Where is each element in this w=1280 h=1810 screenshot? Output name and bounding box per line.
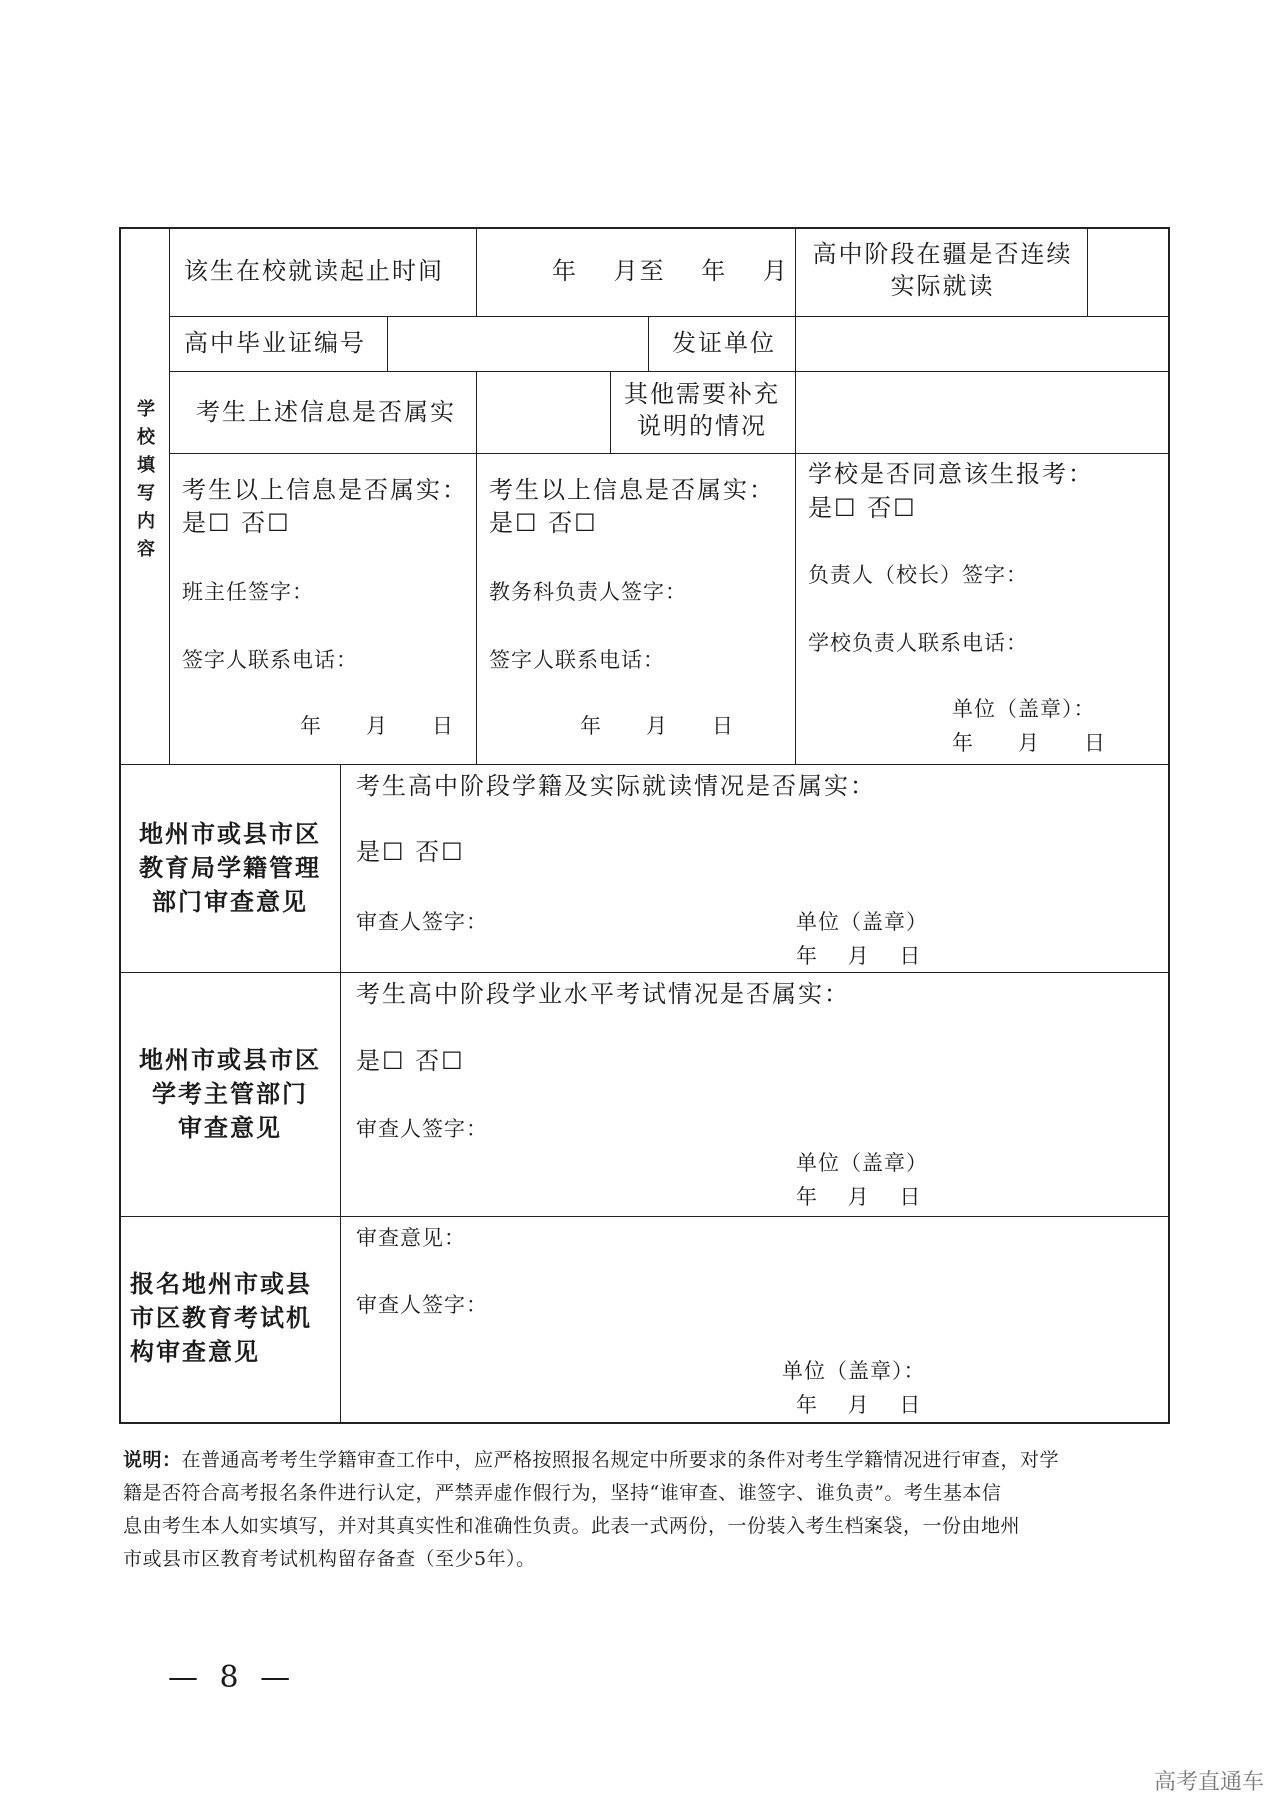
academic-yes-no[interactable]: 是☐ 否☐ bbox=[489, 509, 598, 537]
issuer-label: 发证单位 bbox=[672, 329, 776, 357]
other-notes-field[interactable] bbox=[798, 374, 1166, 451]
section4-opinion: 审查意见： bbox=[356, 1226, 466, 1250]
side-label-school: 学 校 填 写 内 容 bbox=[137, 399, 155, 560]
col-divider bbox=[610, 371, 611, 453]
page-number: — 8 — bbox=[168, 1660, 297, 1695]
section2-yes-no[interactable]: 是☐ 否☐ bbox=[356, 838, 465, 866]
homeroom-yes-no[interactable]: 是☐ 否☐ bbox=[182, 509, 291, 537]
principal-phone: 学校负责人联系电话： bbox=[808, 631, 1028, 655]
col-divider bbox=[795, 227, 796, 764]
section2-label: 地州市或县市区 教育局学籍管理 部门审查意见 bbox=[139, 819, 321, 916]
academic-date: 年 月 日 bbox=[580, 714, 734, 738]
school-seal: 单位（盖章）： bbox=[952, 697, 1096, 721]
section-divider bbox=[119, 764, 1170, 765]
note-prefix: 说明： bbox=[123, 1449, 182, 1471]
col-divider bbox=[169, 227, 170, 764]
study-period-dates: 年 月至 年 月 bbox=[552, 257, 789, 285]
section4-label: 报名地州市或县 市区教育考试机 构审查意见 bbox=[130, 1269, 312, 1366]
principal-signature: 负责人（校长）签字： bbox=[808, 563, 1028, 587]
section3-seal: 单位（盖章） bbox=[796, 1151, 928, 1175]
explanatory-note bbox=[123, 1444, 1171, 1576]
section2-seal: 单位（盖章） bbox=[796, 910, 928, 934]
col-divider bbox=[387, 316, 388, 371]
diploma-number-field[interactable] bbox=[390, 319, 645, 369]
section3-question: 考生高中阶段学业水平考试情况是否属实： bbox=[356, 980, 850, 1008]
academic-question: 考生以上信息是否属实： bbox=[489, 476, 775, 504]
section4-opinion-field[interactable] bbox=[480, 1222, 1160, 1256]
diploma-number-label: 高中毕业证编号 bbox=[184, 329, 366, 357]
section4-signature: 审查人签字： bbox=[356, 1293, 488, 1317]
watermark: 高考直通车 bbox=[1153, 1770, 1264, 1795]
col-divider bbox=[476, 371, 477, 764]
info-true-label: 考生上述信息是否属实 bbox=[196, 398, 456, 426]
continuous-study-field[interactable] bbox=[1090, 230, 1166, 314]
school-consent-yes-no[interactable]: 是☐ 否☐ bbox=[808, 494, 917, 522]
academic-signature: 教务科负责人签字： bbox=[489, 580, 687, 604]
section2-signature: 审查人签字： bbox=[356, 910, 488, 934]
note-line: 息由考生本人如实填写，并对其真实性和准确性负责。此表一式两份，一份装入考生档案袋，一份由地州 bbox=[123, 1515, 1021, 1537]
section3-yes-no[interactable]: 是☐ 否☐ bbox=[356, 1047, 465, 1075]
col-divider bbox=[1087, 227, 1088, 316]
school-consent-question: 学校是否同意该生报考： bbox=[808, 460, 1094, 488]
col-divider bbox=[648, 316, 649, 371]
row-divider bbox=[169, 371, 1169, 372]
homeroom-question: 考生以上信息是否属实： bbox=[182, 476, 468, 504]
section3-date: 年 月 日 bbox=[796, 1185, 922, 1209]
homeroom-phone: 签字人联系电话： bbox=[182, 648, 358, 672]
row-divider bbox=[169, 316, 1169, 317]
note-line: 籍是否符合高考报名条件进行认定，严禁弄虚作假行为，坚持“谁审查、谁签字、谁负责”。考生基本信 bbox=[123, 1482, 1002, 1504]
section2-question: 考生高中阶段学籍及实际就读情况是否属实： bbox=[356, 772, 876, 800]
academic-phone: 签字人联系电话： bbox=[489, 648, 665, 672]
other-notes-label: 其他需要补充 说明的情况 bbox=[624, 380, 780, 440]
section4-seal: 单位（盖章）： bbox=[782, 1359, 926, 1383]
school-date: 年 月 日 bbox=[952, 731, 1106, 755]
homeroom-date: 年 月 日 bbox=[300, 714, 454, 738]
section-divider bbox=[119, 972, 1170, 973]
section3-label: 地州市或县市区 学考主管部门 审查意见 bbox=[139, 1045, 321, 1142]
study-period-label: 该生在校就读起止时间 bbox=[184, 257, 444, 285]
row-divider bbox=[169, 453, 1169, 454]
col-divider bbox=[340, 764, 341, 1424]
section-divider bbox=[119, 1216, 1170, 1217]
section4-date: 年 月 日 bbox=[796, 1393, 922, 1417]
section2-date: 年 月 日 bbox=[796, 944, 922, 968]
info-true-field[interactable] bbox=[479, 374, 607, 451]
note-line: 市或县市区教育考试机构留存备查（至少5年）。 bbox=[123, 1548, 536, 1570]
issuer-field[interactable] bbox=[798, 319, 1166, 369]
section3-signature: 审查人签字： bbox=[356, 1117, 488, 1141]
col-divider bbox=[476, 227, 477, 316]
continuous-study-label: 高中阶段在疆是否连续 实际就读 bbox=[812, 240, 1073, 300]
homeroom-signature: 班主任签字： bbox=[182, 580, 314, 604]
note-line: 在普通高考考生学籍审查工作中，应严格按照报名规定中所要求的条件对考生学籍情况进行审查，对学 bbox=[181, 1449, 1060, 1471]
